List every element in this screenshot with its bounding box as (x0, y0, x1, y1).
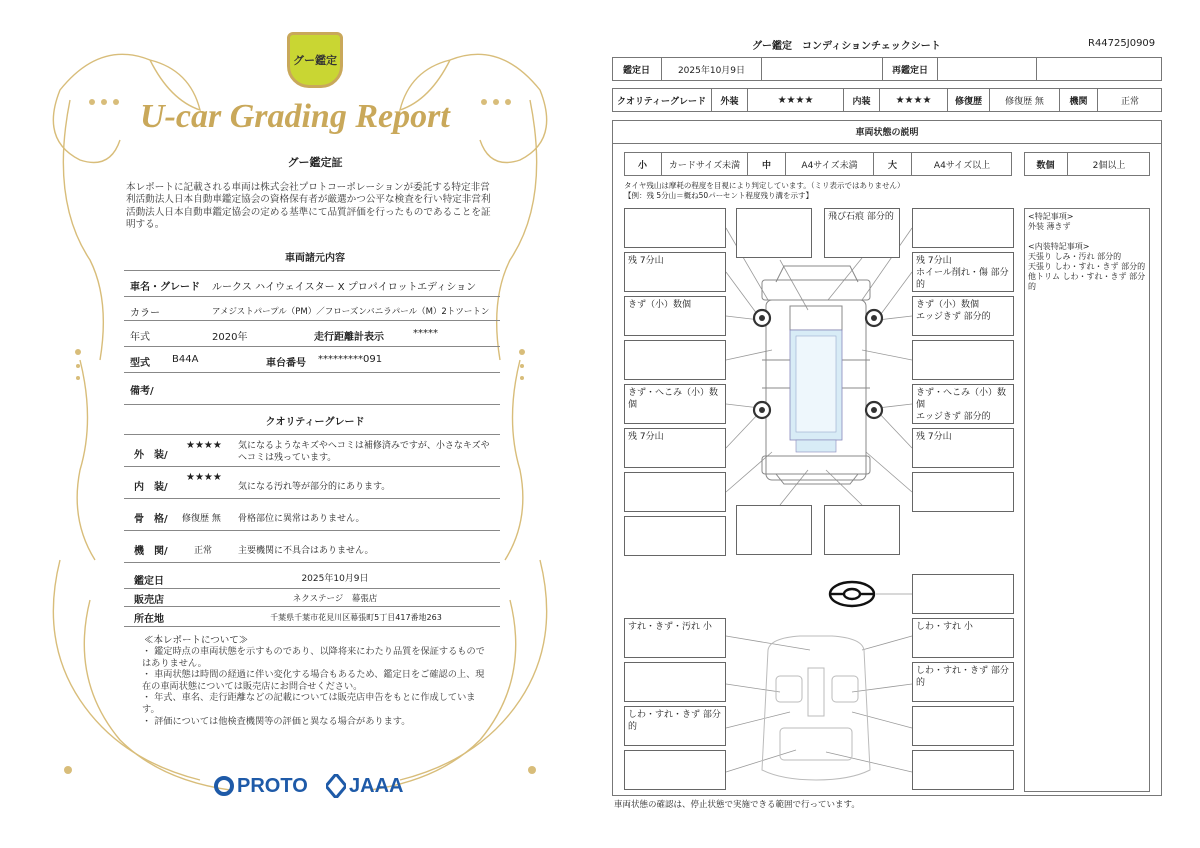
interior-text: 気になる汚れ等が部分的にあります。 (238, 482, 391, 492)
ext-box-left-5: きず・へこみ（小）数個 (624, 384, 726, 424)
year-label: 年式 (130, 332, 150, 343)
int-box-right-1: しわ・すれ 小 (912, 618, 1014, 658)
exterior-label: 外 装/ (134, 450, 168, 461)
model-label: 車名・グレード (130, 282, 200, 293)
color-label: カラー (130, 308, 160, 319)
size-small: 小 (624, 152, 662, 176)
ext-box-right-1 (912, 208, 1014, 248)
date-label: 鑑定日 (612, 57, 662, 81)
engine-value: 正常 (1120, 96, 1139, 107)
ext-box-left-6: 残 7分山 (624, 428, 726, 468)
int-box-right-4 (912, 750, 1014, 790)
ext-box-top-center: 飛び石痕 部分的 (824, 208, 900, 258)
type-label: 型式 (130, 358, 150, 369)
badge-text: グー鑑定 (293, 55, 337, 67)
address-label: 所在地 (134, 614, 164, 625)
interior-label: 内 装/ (134, 482, 168, 493)
ext-box-right-2: 残 7分山 ホイール削れ・傷 部分的 (912, 252, 1014, 292)
type-value: B44A (172, 354, 199, 365)
sheet-title: グー鑑定 コンディションチェックシート (752, 41, 941, 52)
model-value: ルークス ハイウェイスター X プロパイロットエディション (212, 282, 477, 293)
special-notes: <特記事項> 外装 薄きず <内装特記事項> 天張り しみ・汚れ 部分的 天張り しわ・すれ・きず 部分的 他トリム しわ・すれ・きず 部分的 (1024, 208, 1150, 792)
grade-label: クオリティーグレード (612, 88, 712, 112)
tire-note-2: 【例：残 5分山＝概ね50パーセント程度残り溝を示す】 (624, 191, 814, 200)
chassis-value: *********091 (318, 354, 383, 365)
engine-value: 正常 (194, 546, 213, 556)
color-value: アメジストパープル（PM）／フローズンバニラパール（M）2トツートン (212, 307, 490, 317)
sheet-code: R44725J0909 (1088, 38, 1156, 49)
date-value: 2025年10月9日 (301, 574, 369, 584)
jaaa-logo-text: JAAA (349, 774, 404, 797)
int-box-left-1: すれ・きず・汚れ 小 (624, 618, 726, 658)
ext-box-left-7 (624, 472, 726, 512)
date-label: 鑑定日 (134, 576, 164, 587)
ext-box-left-2: 残 7分山 (624, 252, 726, 292)
exterior-text: 気になるようなキズやヘコミは補修済みですが、小さなキズやヘコミは残っています。 (238, 441, 490, 463)
ext-stars: ★★★★ (748, 88, 844, 112)
year-value: 2020年 (212, 332, 248, 343)
ext-box-right-6: 残 7分山 (912, 428, 1014, 468)
repair-value: 修復歴 無 (990, 88, 1060, 112)
int-stars: ★★★★ (880, 88, 948, 112)
chassis-label: 車台番号 (266, 358, 306, 369)
address-value: 千葉県千葉市花見川区幕張町5丁目417番地263 (270, 613, 442, 622)
ext-box-left-4 (624, 340, 726, 380)
ext-box-right-5: きず・へこみ（小）数個 エッジきず 部分的 (912, 384, 1014, 424)
ext-box-top-left (736, 208, 812, 258)
intro-text: 本レポートに記載される車両は株式会社プロトコーポレーションが委託する特定非営利活動法人日本自動車鑑定協会の資格保有者が厳選かつ公平な検査を行い特定非営利活動法人日本自動車鑑定協会の定める基準にて品質評価を行ったものであることを証明する。 (126, 182, 491, 231)
about-list (142, 646, 490, 727)
size-large-desc: A4サイズ以上 (933, 160, 991, 171)
ext-box-right-7 (912, 472, 1014, 512)
goo-badge (287, 32, 343, 88)
frame-label: 骨 格/ (134, 514, 168, 525)
ext-box-left-8 (624, 516, 726, 556)
about-item: ・ 年式、車名、走行距離などの記載については販売店申告をもとに作成しています。 (142, 692, 476, 715)
exterior-stars: ★★★★ (186, 440, 222, 451)
ext-box-right-3: きず（小）数個 エッジきず 部分的 (912, 296, 1014, 336)
mileage-value: ***** (413, 328, 438, 339)
count-label: 数個 (1024, 152, 1068, 176)
ext-box-left-3: きず（小）数個 (624, 296, 726, 336)
size-small-desc: カードサイズ未満 (662, 152, 748, 176)
proto-logo (214, 772, 308, 800)
shop-value: ネクステージ 幕張店 (292, 594, 378, 604)
int-box-left-4 (624, 750, 726, 790)
proto-mark-icon (214, 776, 234, 796)
size-mid: 中 (748, 152, 786, 176)
condition-check-sheet (600, 0, 1200, 848)
engine-label: 機 関/ (134, 546, 168, 557)
jaaa-logo (326, 772, 403, 800)
condition-heading: 車両状態の説明 (612, 120, 1162, 144)
about-heading: ≪本レポートについて≫ (144, 635, 249, 646)
mileage-label: 走行距離計表示 (314, 332, 384, 343)
ext-box-bottom-left (736, 505, 812, 555)
engine-label: 機関 (1060, 88, 1098, 112)
spec-heading: 車両諸元内容 (285, 252, 345, 264)
repair-label: 修復歴 (948, 88, 990, 112)
report-title: U-car Grading Report (140, 98, 450, 135)
tire-note-1: タイヤ残山は摩耗の程度を目視により判定しています。（ミリ表示ではありません） (624, 181, 905, 190)
jaaa-mark-icon (326, 774, 346, 798)
int-box-right-2: しわ・すれ・きず 部分的 (912, 662, 1014, 702)
sheet-footer: 車両状態の確認は、停止状態で実施できる範囲で行っています。 (614, 800, 860, 810)
interior-stars: ★★★★ (186, 472, 222, 483)
int-box-right-3 (912, 706, 1014, 746)
quality-heading: クオリティーグレード (265, 416, 365, 428)
size-large: 大 (874, 152, 912, 176)
notes-label: 備考/ (130, 386, 154, 397)
int-box-left-3: しわ・すれ・きず 部分的 (624, 706, 726, 746)
size-mid-desc: A4サイズ未満 (786, 152, 874, 176)
ext-box-right-4 (912, 340, 1014, 380)
certificate-heading: グー鑑定証 (287, 156, 343, 169)
redate-label: 再鑑定日 (882, 57, 938, 81)
ext-box-bottom-center (824, 505, 900, 555)
frame-value: 修復歴 無 (182, 514, 221, 524)
int-box-left-2 (624, 662, 726, 702)
about-item: ・ 鑑定時点の車両状態を示すものであり、以降将来にわたり品質を保証するものではありません。 (142, 646, 485, 669)
shop-label: 販売店 (134, 595, 164, 606)
int-box-steering (912, 574, 1014, 614)
engine-text: 主要機関に不具合はありません。 (238, 546, 374, 556)
count-desc: 2個以上 (1092, 160, 1126, 171)
frame-text: 骨格部位に異常はありません。 (238, 514, 365, 524)
proto-logo-text: PROTO (237, 774, 308, 797)
int-label: 内装 (844, 88, 880, 112)
ext-box-left-1 (624, 208, 726, 248)
about-item: ・ 車両状態は時間の経過に伴い変化する場合もあるため、鑑定日をご確認の上、現在の車両状態については販売店にお問合せください。 (142, 669, 485, 692)
about-item: ・ 評価については他検査機関等の評価と異なる場合があります。 (142, 715, 411, 727)
ext-label: 外装 (712, 88, 748, 112)
date-value: 2025年10月9日 (662, 57, 762, 81)
